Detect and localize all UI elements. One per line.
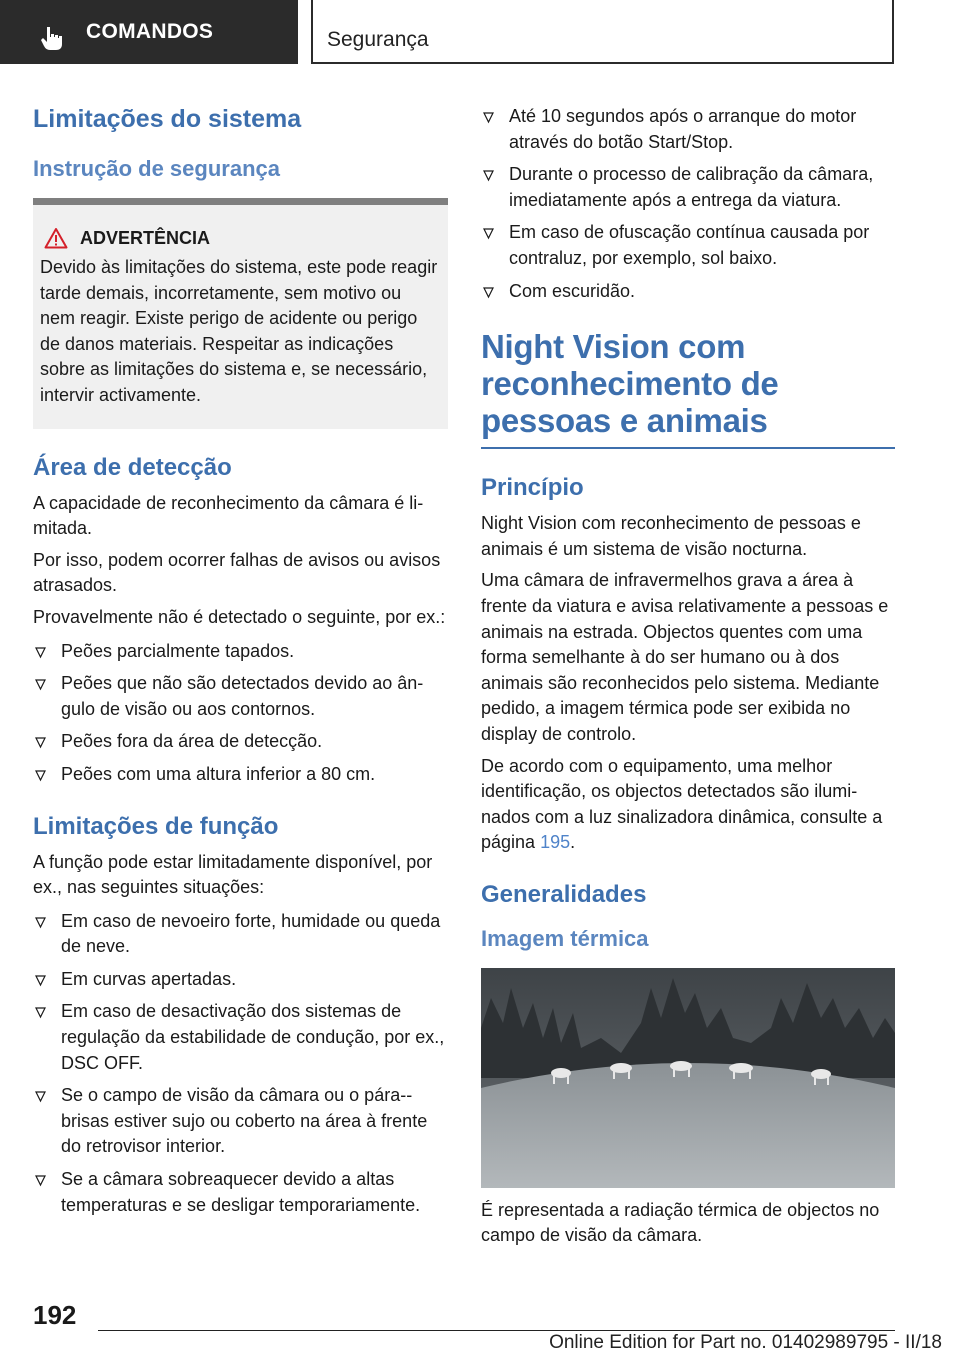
list-item: Em caso de ofuscação contínua causada por contraluz, por exemplo, sol baixo. bbox=[481, 220, 895, 271]
triangle-bullet-icon bbox=[35, 1091, 46, 1103]
paragraph: A função pode estar limitadamente disponível, por ex., nas seguintes situações: bbox=[33, 851, 433, 898]
chapter-label: COMANDOS bbox=[86, 20, 214, 43]
list-item: Peões que não são detectados devido ao ângulo de visão ou aos contornos. bbox=[33, 671, 448, 722]
paragraph: Uma câmara de infravermelhos grava a área à frente da viatura e avisa relativamente a pessoas e animais na estrada. Objectos quentes com uma forma semelhante à do ser humano ou à dos animais são reconhecidos pelo sistema. Mediante pedido, a imagem térmica pode ser exibida no display de controlo. bbox=[481, 570, 889, 744]
page-link-195[interactable]: 195 bbox=[540, 832, 571, 853]
triangle-bullet-icon bbox=[35, 1007, 46, 1019]
page-number: 192 bbox=[33, 1300, 77, 1330]
function-limits-list-continued bbox=[481, 104, 895, 304]
heading-principle: Princípio bbox=[481, 474, 584, 502]
heading-function-limits: Limitações de função bbox=[33, 812, 279, 840]
warning-box bbox=[33, 198, 448, 429]
paragraph: Provavelmente não é detectado o seguinte, por ex.: bbox=[33, 606, 446, 627]
triangle-bullet-icon bbox=[35, 737, 46, 749]
triangle-bullet-icon bbox=[483, 228, 494, 240]
list-item: Em caso de nevoeiro forte, humidade ou queda de neve. bbox=[33, 909, 448, 960]
list-item: Peões com uma altura inferior a 80 cm. bbox=[33, 762, 448, 788]
triangle-bullet-icon bbox=[35, 975, 46, 987]
triangle-bullet-icon bbox=[483, 170, 494, 182]
paragraph: De acordo com o equipamento, uma melhor identificação, os objectos detectados são iluminados com a luz sinalizadora dinâmica, consulte a página 195. bbox=[481, 755, 883, 853]
list-item: Se o campo de visão da câmara ou o pára-brisas estiver sujo ou coberto na área à frente do retrovisor interior. bbox=[33, 1083, 448, 1160]
section-header bbox=[311, 0, 894, 64]
image-caption: É representada a radiação térmica de objectos no campo de visão da câmara. bbox=[481, 1199, 880, 1246]
list-item: Durante o processo de calibração da câmara, imediatamente após a entrega da viatura. bbox=[481, 162, 895, 213]
edition-note: Online Edition for Part no. 01402989795 - II/18 bbox=[549, 1332, 942, 1353]
triangle-bullet-icon bbox=[483, 287, 494, 299]
list-item: Em caso de desactivação dos sistemas de regulação da estabilidade de condução, por ex., DSC OFF. bbox=[33, 999, 448, 1076]
list-item: Peões parcialmente tapados. bbox=[33, 639, 448, 665]
paragraph: Night Vision com reconhecimento de pessoas e animais é um sistema de visão nocturna. bbox=[481, 513, 861, 559]
right-column bbox=[481, 100, 895, 1249]
thermal-image bbox=[481, 968, 895, 1188]
title-system-limits: Limitações do sistema bbox=[33, 105, 302, 133]
triangle-bullet-icon bbox=[35, 647, 46, 659]
subtitle-thermal-image: Imagem térmica bbox=[481, 925, 649, 951]
triangle-bullet-icon bbox=[35, 917, 46, 929]
paragraph: A capacidade de reconhecimento da câmara é limitada. bbox=[33, 492, 424, 539]
warning-title bbox=[40, 227, 440, 249]
list-item: Peões fora da área de detecção. bbox=[33, 729, 448, 755]
warning-text: Devido às limitações do sistema, este pode reagir tarde demais, incorretamente, sem motivo ou nem reagir. Existe perigo de acidente ou perigo de danos materiais. Respeitar as indicações sobre as limitações do sistema e, se necessário, intervir activamente. bbox=[40, 257, 438, 405]
function-limits-list bbox=[33, 909, 448, 1219]
list-item: Com escuridão. bbox=[481, 279, 895, 305]
detection-list bbox=[33, 639, 448, 788]
footer-divider bbox=[98, 1330, 895, 1331]
list-item: Se a câmara sobreaquecer devido a altas temperaturas e se desligar temporariamente. bbox=[33, 1167, 448, 1218]
left-column bbox=[33, 100, 448, 1225]
warning-triangle-icon bbox=[44, 227, 68, 249]
paragraph: Por isso, podem ocorrer falhas de avisos ou avisos atrasados. bbox=[33, 549, 441, 596]
heading-detection-area: Área de detecção bbox=[33, 453, 232, 481]
triangle-bullet-icon bbox=[35, 770, 46, 782]
triangle-bullet-icon bbox=[483, 112, 494, 124]
chapter-tab[interactable] bbox=[0, 0, 298, 64]
section-label: Segurança bbox=[327, 28, 429, 51]
heading-general: Generalidades bbox=[481, 880, 647, 908]
list-item: Em curvas apertadas. bbox=[33, 967, 448, 993]
title-night-vision: Night Vision com reconhecimento de pessoas e animais bbox=[481, 328, 895, 449]
list-item: Até 10 segundos após o arranque do motor através do botão Start/Stop. bbox=[481, 104, 895, 155]
subtitle-safety-instruction: Instrução de segurança bbox=[33, 156, 280, 181]
hand-pointer-icon bbox=[38, 24, 66, 52]
triangle-bullet-icon bbox=[35, 679, 46, 691]
triangle-bullet-icon bbox=[35, 1175, 46, 1187]
warning-label: ADVERTÊNCIA bbox=[80, 227, 211, 248]
